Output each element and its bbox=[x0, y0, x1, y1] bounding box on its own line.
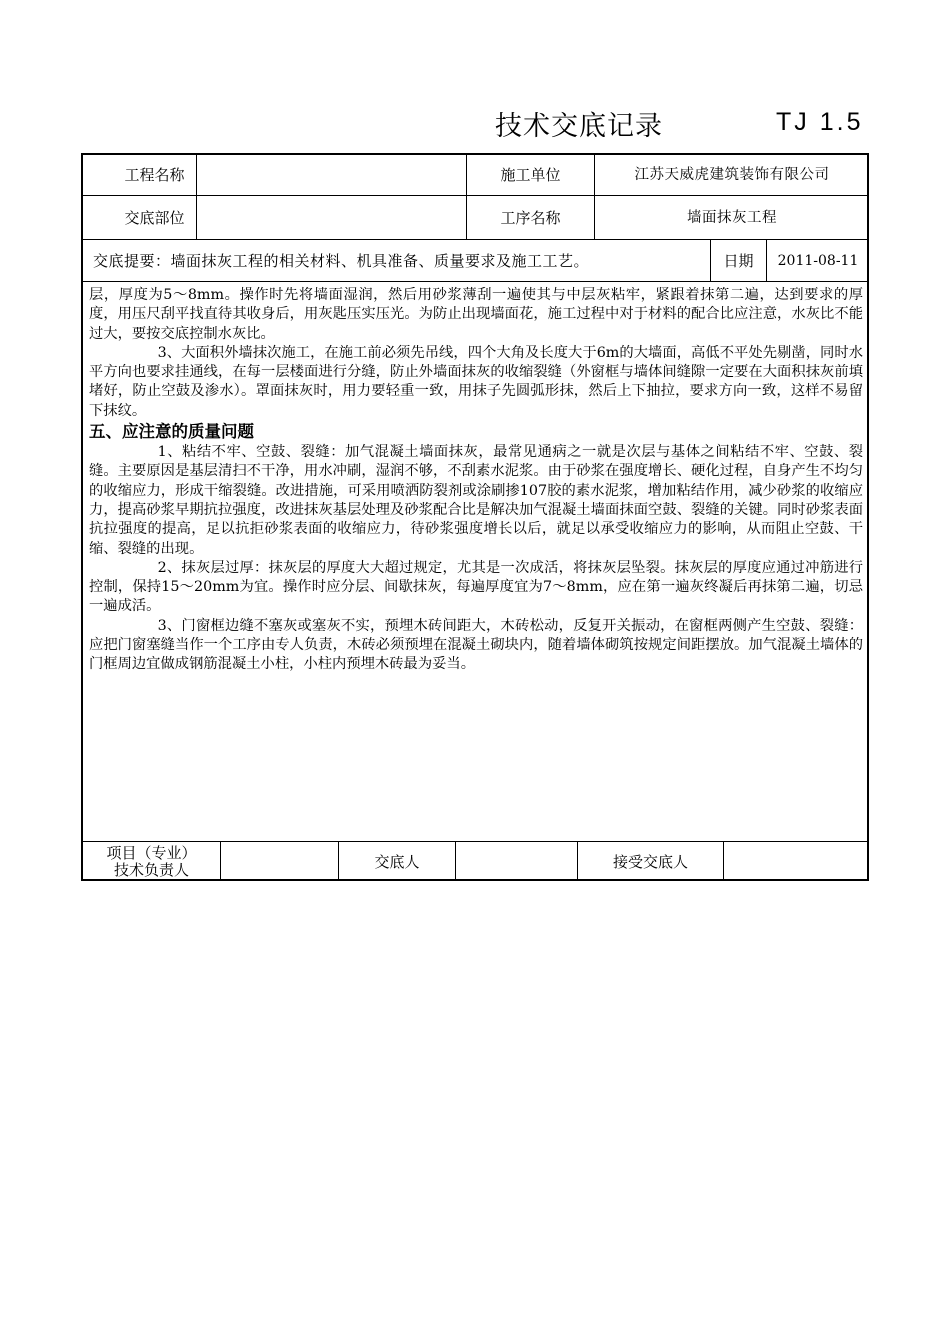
form-code: TJ 1.5 bbox=[776, 108, 864, 136]
date-label: 日期 bbox=[723, 251, 754, 270]
section-heading: 五、应注意的质量问题 bbox=[89, 422, 254, 442]
document-title: 技术交底记录 bbox=[495, 111, 663, 142]
tech-lead-label-line2: 技术负责人 bbox=[113, 860, 189, 879]
disclosure-content bbox=[89, 286, 863, 675]
contractor-label: 施工单位 bbox=[500, 166, 561, 184]
content-paragraph: 层，厚度为5～8mm。操作时先将墙面湿润，然后用砂浆薄刮一遍使其与中层灰粘牢，紧跟着抹第二遍，达到要求的厚度，用压尺刮平找直待其收身后，用灰匙压实压光。为防止出现墙面花，施工过程中对于材料的配合比应注意，水灰比不能过大，要按交底控制水灰比。 bbox=[89, 287, 863, 342]
project-name-label: 工程名称 bbox=[124, 166, 185, 184]
tech-lead-label bbox=[83, 842, 220, 881]
tech-lead-signature[interactable] bbox=[221, 842, 338, 881]
disclosure-form-table bbox=[81, 153, 869, 881]
process-value[interactable]: 墙面抹灰工程 bbox=[687, 209, 777, 226]
row-divider bbox=[83, 281, 869, 282]
date-value[interactable]: 2011-08-11 bbox=[777, 252, 859, 269]
content-paragraph: 2、抹灰层过厚：抹灰层的厚度大大超过规定，尤其是一次成活，将抹灰层坠裂。抹灰层的厚度应通过冲筋进行控制，保持15～20mm为宜。操作时应分层、间歇抹灰，每遍厚度宜为7～8mm，应在第一遍灰终凝后再抹第二遍，切忌一遍成活。 bbox=[89, 559, 863, 615]
content-paragraph: 1、粘结不牢、空鼓、裂缝：加气混凝土墙面抹灰，最常见通病之一就是次层与基体之间粘结不牢、空鼓、裂缝。主要原因是基层清扫不干净，用水冲刷，湿润不够，不刮素水泥浆。由于砂浆在强度增长、硬化过程，自身产生不均匀的收缩应力，形成干缩裂缝。改进措施，可采用喷洒防裂剂或涂刷掺107胶的素水泥浆，增加粘结作用，减少砂浆的收缩应力，提高砂浆早期抗拉强度，改进抹灰基层处理及砂浆配合比是解决加气混凝土墙面抹面空鼓、裂缝的关键。同时砂浆表面抗拉强度的提高，足以抗拒砂浆表面的收缩应力，待砂浆强度增长以后，就足以承受收缩应力的影响，从而阻止空鼓、干缩、裂缝的出现。 bbox=[89, 444, 863, 557]
discloser-label: 交底人 bbox=[374, 852, 420, 871]
process-label: 工序名称 bbox=[500, 208, 561, 227]
receiver-signature[interactable] bbox=[724, 842, 869, 881]
contractor-value[interactable]: 江苏天威虎建筑装饰有限公司 bbox=[634, 167, 830, 183]
tech-lead-label-line1: 项目（专业） bbox=[106, 843, 197, 862]
project-name-value[interactable] bbox=[197, 155, 466, 195]
receiver-label: 接受交底人 bbox=[612, 852, 688, 871]
content-paragraph: 3、门窗框边缝不塞灰或塞灰不实，预埋木砖间距大，木砖松动，反复开关振动，在窗框两侧产生空鼓、裂缝：应把门窗塞缝当作一个工序由专人负责，木砖必须预埋在混凝土砌块内，随着墙体砌筑按规定间距摆放。加气混凝土墙体的门框周边宜做成钢筋混凝土小柱，小柱内预埋木砖最为妥当。 bbox=[89, 617, 863, 673]
part-label: 交底部位 bbox=[124, 208, 185, 227]
discloser-signature[interactable] bbox=[456, 842, 577, 881]
part-value[interactable] bbox=[197, 196, 466, 239]
disclosure-summary: 交底提要：墙面抹灰工程的相关材料、机具准备、质量要求及施工工艺。 bbox=[93, 251, 590, 270]
content-paragraph: 3、大面积外墙抹次施工，在施工前必须先吊线，四个大角及长度大于6m的大墙面，高低不平处先剔凿，同时水平方向也要求挂通线，在每一层楼面进行分缝，防止外墙面抹灰的收缩裂缝（外窗框与墙体间缝隙一定要在大面积抹灰前填堵好，防止空鼓及渗水）。罩面抹灰时，用力要轻重一致，用抹子先圆弧形抹，然后上下抽拉，要求方向一致，这样不易留下抹纹。 bbox=[89, 344, 863, 419]
